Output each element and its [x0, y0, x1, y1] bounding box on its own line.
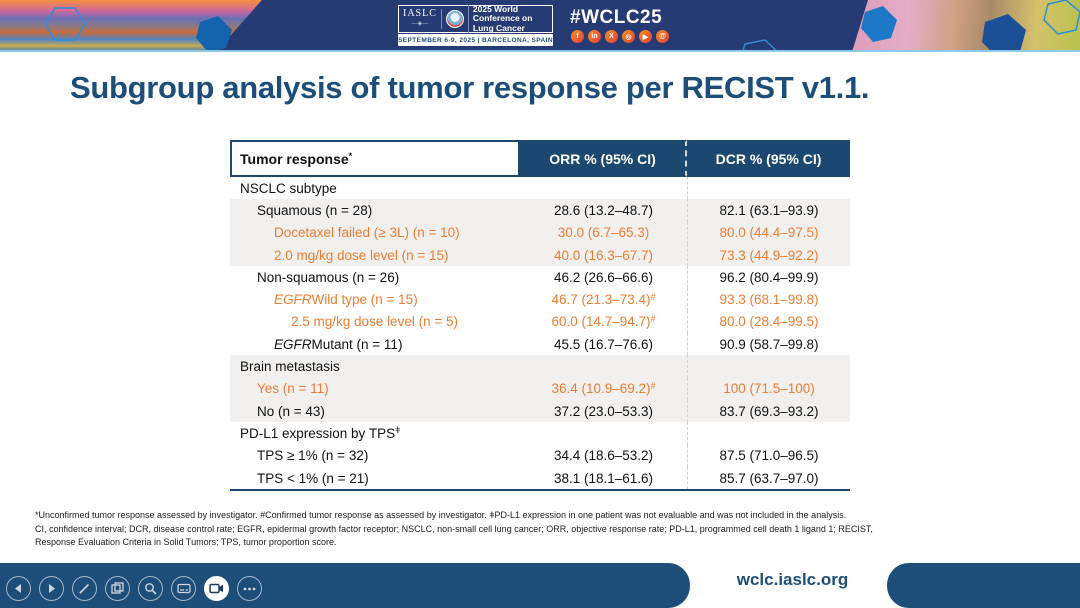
table-header-row [230, 140, 850, 177]
row-label: 2.5 mg/kg dose level (n = 5) [291, 314, 458, 330]
subtitles-icon [177, 583, 191, 594]
ellipsis-icon [243, 587, 256, 591]
instagram-icon[interactable]: ◎ [622, 30, 635, 43]
orr-value [520, 355, 687, 377]
slides-grid-icon [111, 582, 124, 595]
dcr-value: 80.0 (28.4–99.5) [687, 311, 850, 333]
table-row [230, 244, 850, 266]
dcr-value: 96.2 (80.4–99.9) [687, 266, 850, 288]
camera-button[interactable] [204, 576, 229, 601]
previous-slide-button[interactable] [6, 576, 31, 601]
orr-value [520, 177, 687, 199]
header-dcr: DCR % (95% CI) [687, 140, 850, 177]
conference-dates: SEPTEMBER 6-9, 2025 | BARCELONA, SPAIN [398, 36, 553, 44]
zoom-button[interactable] [138, 576, 163, 601]
footnote-line-2: CI, confidence interval; DCR, disease control rate; EGFR, epidermal growth factor receptor; NSCLC, non-small cell lung cancer; ORR, objective response rate; PD-L1, programmed cell death 1 ligand 1; RECIST, [35, 523, 873, 534]
iaslc-wordmark: IASLC —◈— [399, 9, 442, 29]
dcr-value [687, 422, 850, 444]
dcr-value: 100 (71.5–100) [687, 378, 850, 400]
threads-icon[interactable]: @ [656, 30, 669, 43]
table-row [230, 355, 850, 377]
conference-title: 2025 World Conference on Lung Cancer [468, 5, 552, 34]
conference-banner [0, 0, 1080, 52]
x-icon[interactable]: X [605, 30, 618, 43]
tumor-response-table [230, 140, 850, 491]
table-row [230, 467, 850, 489]
conference-url[interactable]: wclc.iaslc.org [736, 570, 849, 589]
dcr-value: 85.7 (63.7–97.0) [687, 467, 850, 489]
table-row [230, 422, 850, 444]
slideshow-toolbar [6, 576, 262, 601]
row-label: Brain metastasis [240, 359, 340, 375]
orr-value: 38.1 (18.1–61.6) [553, 470, 654, 486]
orr-value: 46.2 (26.6–66.6) [553, 269, 654, 285]
table-row [230, 378, 850, 400]
dcr-value: 93.3 (68.1–99.8) [687, 288, 850, 310]
orr-value: 28.6 (13.2–48.7) [553, 202, 654, 218]
pen-icon [78, 582, 91, 595]
footer-bar-right [887, 563, 1080, 608]
row-label: Docetaxel failed (≥ 3L) (n = 10) [274, 225, 460, 241]
row-label: 2.0 mg/kg dose level (n = 15) [274, 247, 449, 263]
dcr-value: 83.7 (69.3–93.2) [687, 400, 850, 422]
camera-icon [209, 583, 224, 594]
dcr-value: 90.9 (58.7–99.8) [687, 333, 850, 355]
row-label: Squamous (n = 28) [257, 202, 373, 218]
dcr-value [687, 355, 850, 377]
magnifier-icon [144, 582, 157, 595]
row-label: Non-squamous (n = 26) [257, 269, 400, 285]
see-all-slides-button[interactable] [105, 576, 130, 601]
table-row [230, 222, 850, 244]
row-label: NSCLC subtype [240, 180, 337, 196]
subtitles-button[interactable] [171, 576, 196, 601]
table-body [230, 177, 850, 491]
orr-value: 34.4 (18.6–53.2) [553, 448, 654, 464]
footnote-line-3: Response Evaluation Criteria in Solid Tumors; TPS, tumor proportion score. [35, 537, 337, 547]
more-options-button[interactable] [237, 576, 262, 601]
conference-date-bar [398, 34, 553, 46]
orr-value [520, 422, 687, 444]
orr-value: 30.0 (6.7–65.3) [557, 225, 650, 241]
orr-value: 45.5 (16.7–76.6) [553, 336, 654, 352]
table-row [230, 288, 850, 310]
dcr-value: 80.0 (44.4–97.5) [687, 222, 850, 244]
dcr-value: 73.3 (44.9–92.2) [687, 244, 850, 266]
youtube-icon[interactable]: ▶ [639, 30, 652, 43]
linkedin-icon[interactable]: in [588, 30, 601, 43]
row-label: PD-L1 expression by TPS $^ǂ$ [240, 425, 401, 441]
header-orr: ORR % (95% CI) [520, 140, 687, 177]
table-row [230, 333, 850, 355]
social-icons [571, 30, 669, 43]
dcr-value: 87.5 (71.0–96.5) [687, 445, 850, 467]
table-row [230, 177, 850, 199]
orr-value: 37.2 (23.0–53.3) [553, 403, 654, 419]
orr-value: 40.0 (16.3–67.7) [553, 247, 654, 263]
pen-button[interactable] [72, 576, 97, 601]
row-label: Yes (n = 11) [257, 381, 329, 397]
dcr-value [687, 177, 850, 199]
header-tumor-response: Tumor response * [230, 140, 520, 177]
arrow-right-icon [46, 583, 57, 594]
row-label: EGFR Wild type (n = 15) [274, 292, 418, 308]
facebook-icon[interactable]: f [571, 30, 584, 43]
orr-value: 60.0 (14.7–94.7) # [551, 313, 656, 330]
table-row [230, 445, 850, 467]
row-label: EGFR Mutant (n = 11) [274, 336, 403, 352]
slide-title: Subgroup analysis of tumor response per RECIST v1.1. [70, 70, 870, 105]
table-row [230, 311, 850, 333]
table-row [230, 199, 850, 221]
table-row [230, 400, 850, 422]
next-slide-button[interactable] [39, 576, 64, 601]
dcr-value: 82.1 (63.1–93.9) [687, 199, 850, 221]
row-label: TPS ≥ 1% (n = 32) [257, 448, 369, 464]
orr-value: 36.4 (10.9–69.2) # [551, 380, 656, 397]
row-label: TPS < 1% (n = 21) [257, 470, 369, 486]
table-row [230, 266, 850, 288]
footnotes [35, 509, 1050, 550]
footnote-line-1: *Unconfirmed tumor response assessed by investigator. #Confirmed tumor response as assessed by investigator. ǂPD-L1 expression in one patient was not evaluable and was not included in the analysis. [35, 510, 847, 520]
iaslc-wclc-logo [398, 5, 553, 33]
wclc-emblem-icon [446, 10, 464, 28]
row-label: No (n = 43) [257, 403, 325, 419]
arrow-left-icon [13, 583, 24, 594]
hashtag: #WCLC25 [570, 7, 663, 28]
orr-value: 46.7 (21.3–73.4) # [551, 291, 656, 308]
